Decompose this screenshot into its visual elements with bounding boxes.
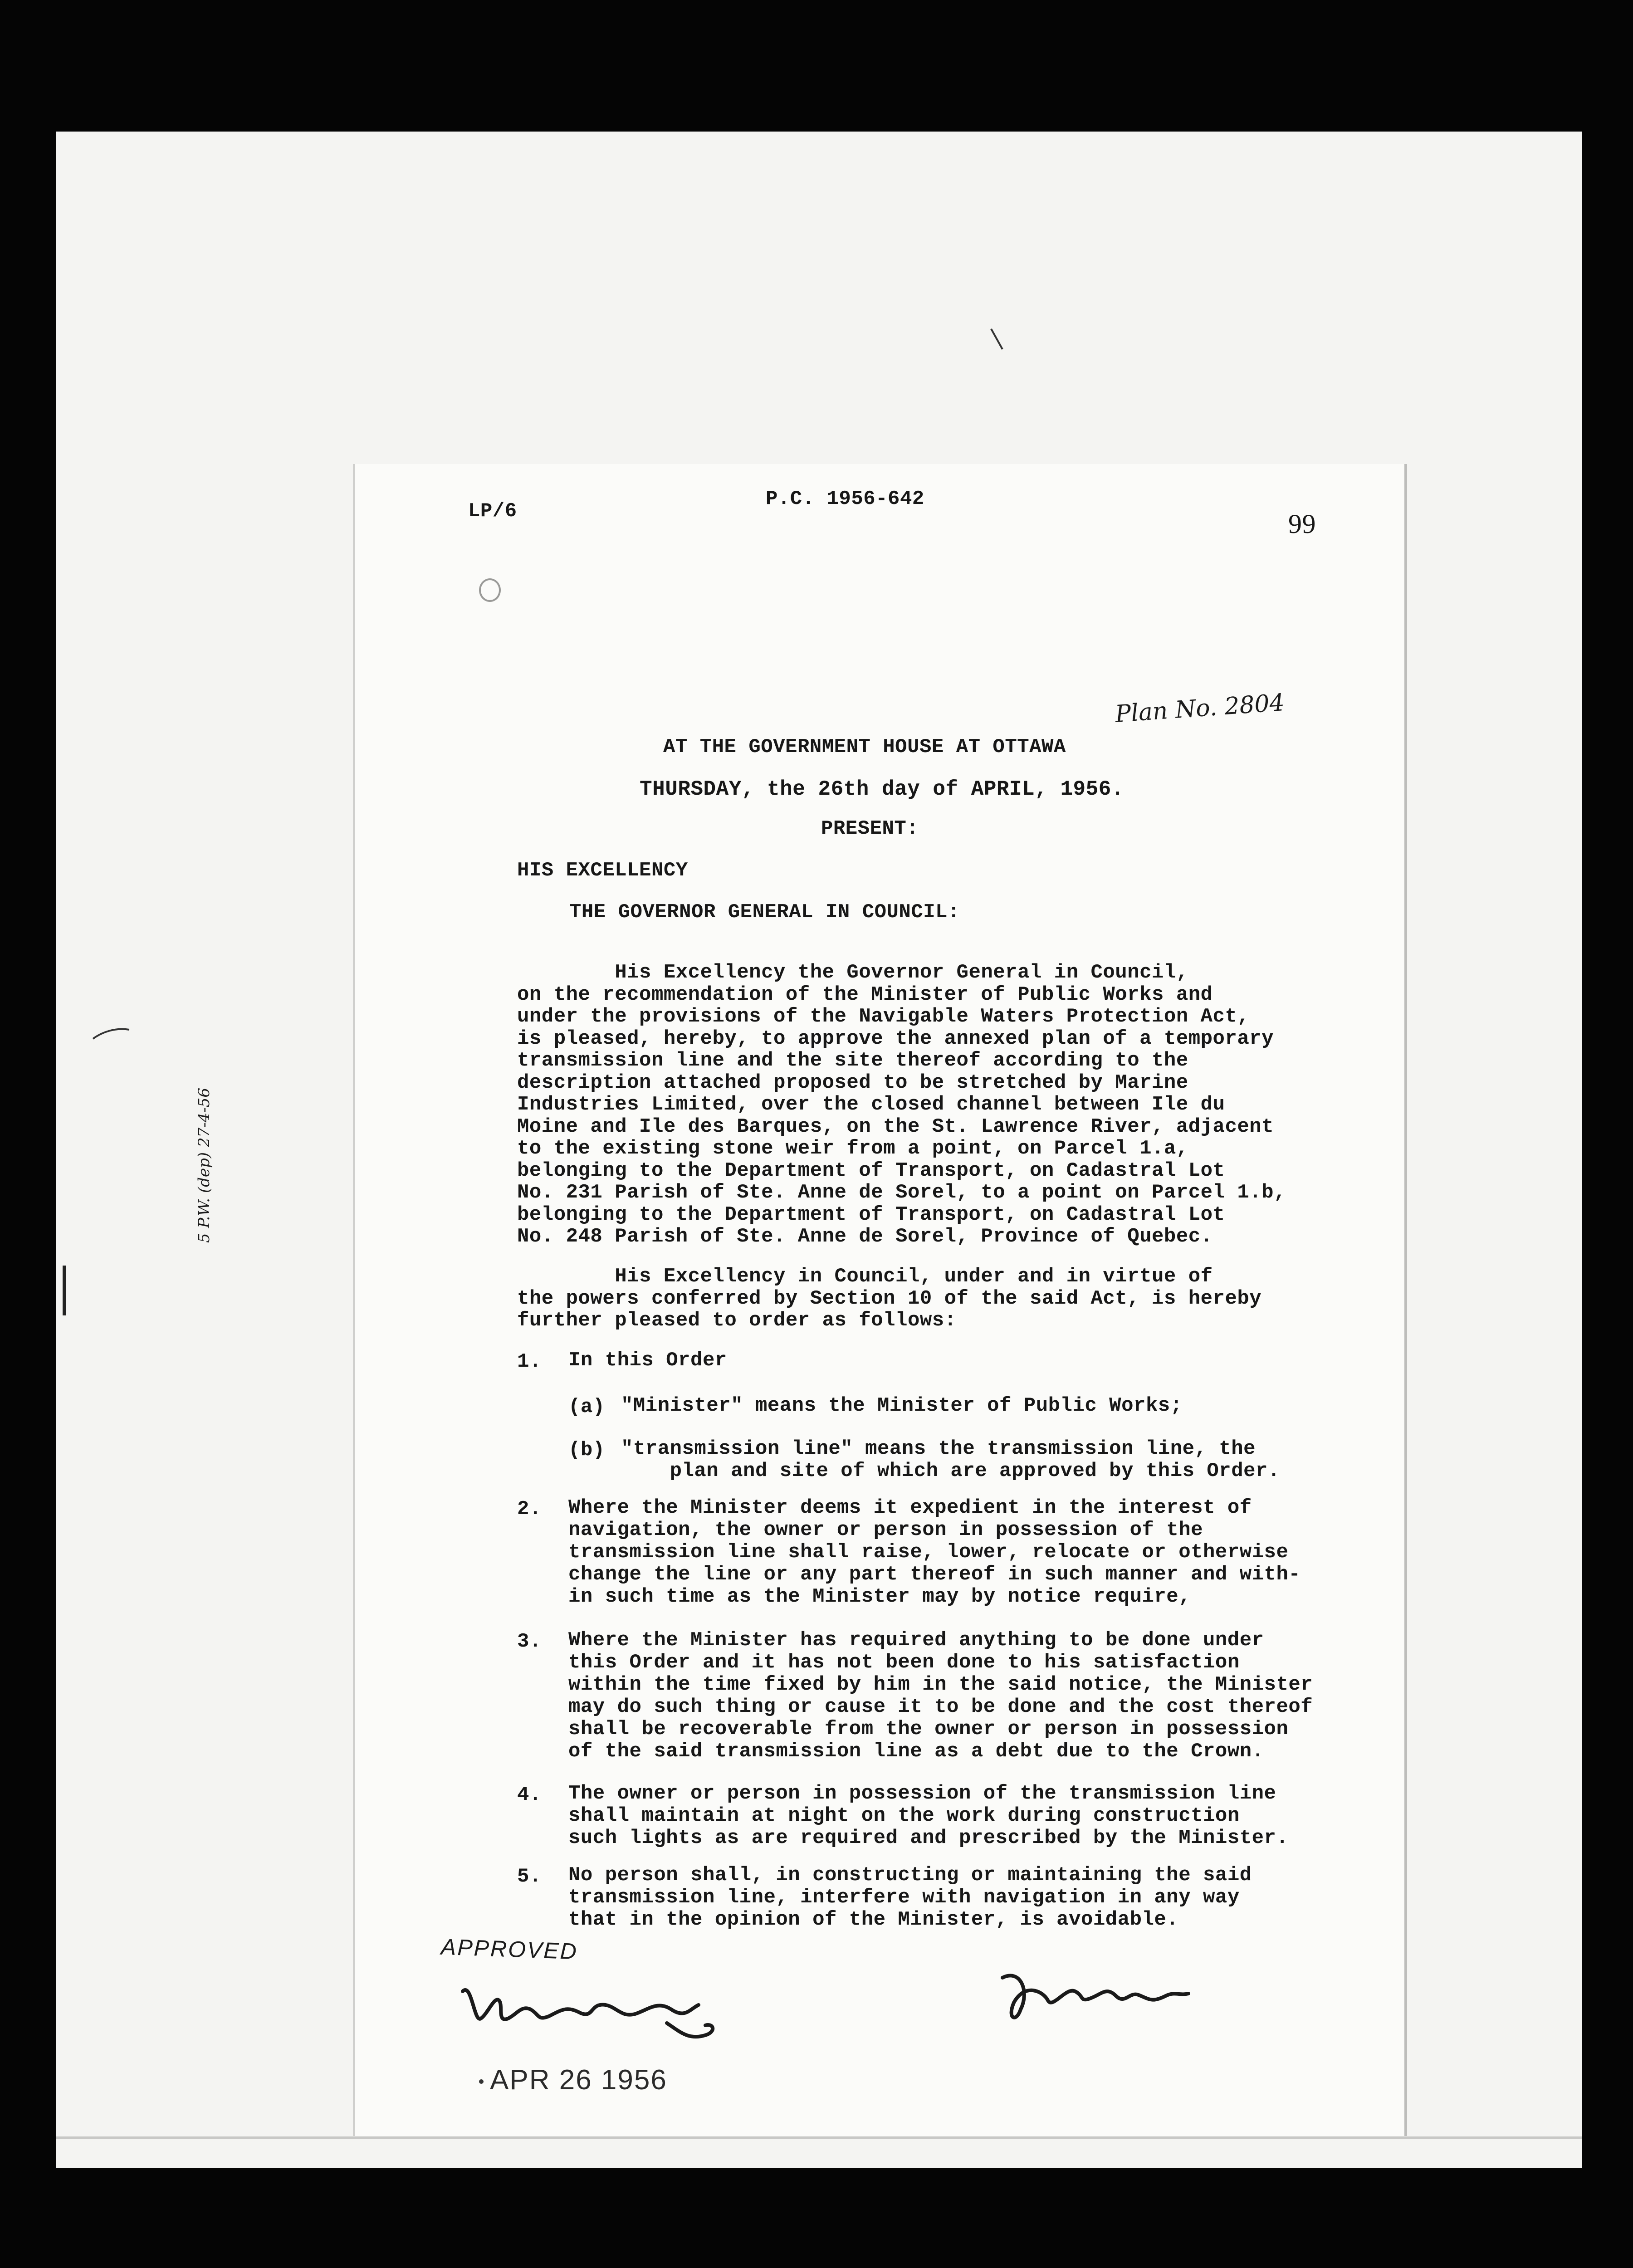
item-text: In this Order	[568, 1349, 727, 1372]
item-number: 4.	[517, 1784, 542, 1806]
addressee-line-1: HIS EXCELLENCY	[517, 859, 688, 882]
margin-tick-mark	[989, 327, 1007, 354]
stamp-bullet	[479, 2079, 484, 2084]
item-text: "transmission line" means the transmission line, the plan and site of which are approved by this Order.	[621, 1437, 1280, 1482]
plan-number-note: Plan No. 2804	[1114, 689, 1286, 728]
margin-annotation: 5 P.W. (dep) 27-4-56	[195, 1088, 213, 1243]
item-number: 5.	[517, 1865, 542, 1888]
date-heading: THURSDAY, the 26th day of APRIL, 1956.	[640, 777, 1124, 801]
page-number: 99	[1288, 509, 1316, 539]
margin-bracket-mark	[88, 1025, 134, 1043]
item-text: No person shall, in constructing or maintaining the said transmission line, interfere with navigation in any way that in the opinion of the Minister, is avoidable.	[568, 1864, 1252, 1931]
item-text: Where the Minister deems it expedient in the interest of navigation, the owner or person in possession of the transmission line shall raise, lower, relocate or otherwise change the line or any part thereof in such manner and with- in such time as the Minister may by notice require,	[568, 1496, 1301, 1608]
item-text: The owner or person in possession of the transmission line shall maintain at night on the work during construction such lights as are required and prescribed by the Minister.	[568, 1782, 1289, 1849]
approval-date-stamp: APR 26 1956	[490, 2064, 667, 2096]
item-number: 2.	[517, 1498, 542, 1520]
item-number: (b)	[568, 1439, 605, 1461]
location-heading: AT THE GOVERNMENT HOUSE AT OTTAWA	[663, 736, 1066, 758]
item-number: 1.	[517, 1350, 542, 1373]
approved-stamp: APPROVED	[440, 1934, 578, 1965]
left-edge-mark	[63, 1266, 66, 1315]
item-number: (a)	[568, 1396, 605, 1418]
body-paragraph-1: His Excellency the Governor General in Council, on the recommendation of the Minister of Public Works and under the provisions of the Navigable Waters Protection Act, is pleased, hereby, to approve the annexed plan of a temporary transmission line and the site thereof according to the description attached proposed to be stretched by Marine Industries Limited, over the closed channel between Ile du Moine and Ile des Barques, on the St. Lawrence River, adjacent to the existing stone weir from a point, on Parcel 1.a, belonging to the Department of Transport, on Cadastral Lot No. 231 Parish of Ste. Anne de Sorel, to a point on Parcel 1.b, belonging to the Department of Transport, on Cadastral Lot No. 248 Parish of Ste. Anne de Sorel, Province of Quebec.	[517, 961, 1286, 1248]
minister-signature	[993, 1960, 1202, 2032]
addressee-line-2: THE GOVERNOR GENERAL IN COUNCIL:	[569, 901, 960, 924]
file-reference: LP/6	[468, 500, 517, 523]
punch-hole	[479, 578, 501, 602]
item-number: 3.	[517, 1630, 542, 1653]
present-heading: PRESENT:	[821, 817, 919, 840]
pc-number: P.C. 1956-642	[766, 488, 924, 510]
governor-general-signature	[454, 1964, 726, 2068]
item-text: "Minister" means the Minister of Public Works;	[621, 1394, 1183, 1417]
item-text: Where the Minister has required anything to be done under this Order and it has not been done to his satisfaction within the time fixed by him in the said notice, the Minister may do such thing or cause it to be done and the cost thereof shall be recoverable from the owner or person in possession of the said transmission line as a debt due to the Crown.	[568, 1629, 1313, 1763]
body-paragraph-2: His Excellency in Council, under and in virtue of the powers conferred by Section 10 of the said Act, is hereby further pleased to order as follows:	[517, 1265, 1262, 1332]
